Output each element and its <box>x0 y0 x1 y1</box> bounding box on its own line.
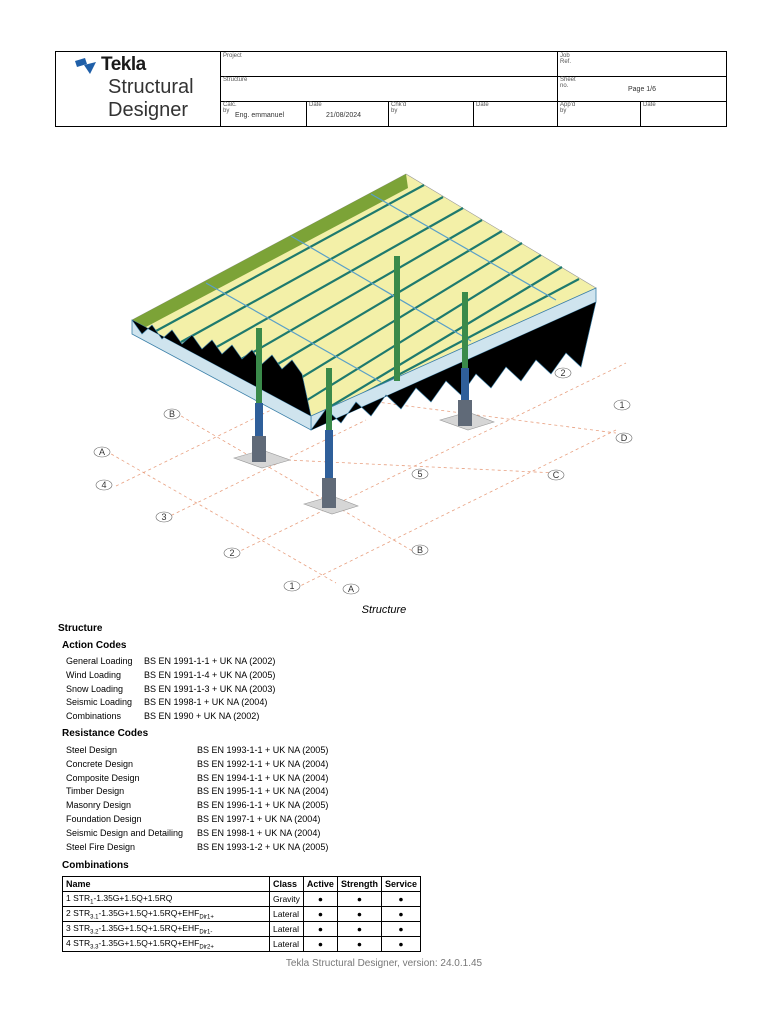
svg-text:5: 5 <box>417 469 423 479</box>
name-subscript: Dir1- <box>199 929 213 936</box>
cell-class: Gravity <box>270 892 304 907</box>
sheet-no-label: Sheet no. <box>560 77 576 89</box>
cell-class: Lateral <box>270 937 304 952</box>
logo-line-structural: Structural <box>108 76 194 98</box>
divider <box>388 101 389 126</box>
cell-active: ● <box>303 922 337 937</box>
cell-class: Lateral <box>270 922 304 937</box>
svg-text:2: 2 <box>229 548 235 558</box>
name-body: -1.35G+1.5Q+1.5RQ+EHF <box>98 922 200 933</box>
appd-by-label: App'd by <box>560 102 576 114</box>
job-ref-label: Job Ref. <box>560 53 572 65</box>
resistance-code-value: BS EN 1993-1-2 + UK NA (2005) <box>197 841 329 852</box>
logo <box>56 52 221 126</box>
date3-label: Date <box>643 102 656 108</box>
column-header: Active <box>303 877 337 892</box>
name-body: -1.35G+1.5Q+1.5RQ+EHF <box>98 937 200 948</box>
table-row <box>63 892 421 907</box>
resistance-code-value: BS EN 1994-1-1 + UK NA (2004) <box>197 772 329 783</box>
title-block <box>55 51 727 127</box>
name-prefix: 3 STR <box>66 922 91 933</box>
action-code-label: Combinations <box>66 711 122 722</box>
name-subscript: Dir1+ <box>199 914 214 921</box>
column-header: Class <box>270 877 304 892</box>
footer-version: Tekla Structural Designer, version: 24.0.1.45 <box>285 958 483 969</box>
svg-text:1: 1 <box>289 581 295 591</box>
table-row <box>63 907 421 922</box>
cell-service: ● <box>381 922 420 937</box>
resistance-code-label: Masonry Design <box>66 800 132 811</box>
structure-label: Structure <box>223 77 248 83</box>
action-code-value: BS EN 1990 + UK NA (2002) <box>144 711 260 722</box>
cell-strength: ● <box>337 922 381 937</box>
table-row <box>63 937 421 952</box>
combinations-table <box>62 876 421 952</box>
svg-text:D: D <box>620 433 628 443</box>
resistance-code-value: BS EN 1995-1-1 + UK NA (2004) <box>197 786 329 797</box>
resistance-code-value: BS EN 1997-1 + UK NA (2004) <box>197 814 321 824</box>
name-prefix: 1 STR <box>66 892 91 903</box>
divider <box>306 101 307 126</box>
resistance-code-label: Seismic Design and Detailing <box>66 827 184 838</box>
column-header: Service <box>381 877 420 892</box>
svg-text:1: 1 <box>619 400 625 410</box>
combination-name <box>63 892 270 907</box>
name-prefix: 2 STR <box>66 907 91 918</box>
action-code-label: Snow Loading <box>66 683 124 694</box>
cell-strength: ● <box>337 892 381 907</box>
svg-text:3: 3 <box>161 512 167 522</box>
svg-text:B: B <box>416 545 424 555</box>
name-subscript: 1 <box>90 899 94 906</box>
divider <box>473 101 474 126</box>
svg-text:A: A <box>98 447 106 457</box>
calc-by-label: Calc. by <box>223 102 237 114</box>
action-code-value: BS EN 1991-1-3 + UK NA (2003) <box>144 683 276 694</box>
cell-active: ● <box>303 907 337 922</box>
divider <box>557 52 558 126</box>
cell-service: ● <box>381 937 420 952</box>
cell-strength: ● <box>337 907 381 922</box>
divider <box>640 101 641 126</box>
column-header: Strength <box>337 877 381 892</box>
combination-name <box>63 907 270 922</box>
logo-line-designer: Designer <box>108 99 189 121</box>
date-value: 21/08/2024 <box>326 112 362 119</box>
resistance-code-label: Steel Fire Design <box>66 841 136 852</box>
svg-text:C: C <box>552 470 560 480</box>
resistance-code-value: BS EN 1998-1 + UK NA (2004) <box>197 827 321 838</box>
column-b2 <box>394 256 400 381</box>
svg-text:B: B <box>168 409 176 419</box>
name-subscript: 3.1 <box>90 914 99 921</box>
column-header: Name <box>63 877 270 892</box>
name-prefix: 4 STR <box>66 937 91 948</box>
drawing-caption: Structure <box>361 604 407 616</box>
resistance-code-value: BS EN 1993-1-1 + UK NA (2005) <box>197 745 329 755</box>
logo-brand: Tekla <box>101 54 146 75</box>
sheet-no-value: Page 1/6 <box>628 86 657 93</box>
table-header-row <box>63 877 421 892</box>
resistance-code-label: Steel Design <box>66 745 118 755</box>
footings <box>234 400 494 514</box>
name-body: -1.35G+1.5Q+1.5RQ <box>93 892 173 903</box>
cell-service: ● <box>381 907 420 922</box>
cell-active: ● <box>303 937 337 952</box>
resistance-code-label: Composite Design <box>66 772 140 783</box>
name-subscript: 3.3 <box>90 944 99 951</box>
cell-strength: ● <box>337 937 381 952</box>
cell-service: ● <box>381 892 420 907</box>
date2-label: Date <box>476 102 489 108</box>
combination-name <box>63 937 270 952</box>
resistance-code-value: BS EN 1996-1-1 + UK NA (2005) <box>197 800 329 811</box>
tekla-logo-icon <box>75 58 97 74</box>
name-subscript: 3.2 <box>90 929 99 936</box>
date-label: Date <box>309 102 322 108</box>
action-code-value: BS EN 1991-1-4 + UK NA (2005) <box>144 669 276 680</box>
resistance-code-label: Timber Design <box>66 786 125 797</box>
action-code-value: BS EN 1998-1 + UK NA (2004) <box>144 697 268 708</box>
svg-text:4: 4 <box>101 480 107 490</box>
action-code-label: General Loading <box>66 656 133 666</box>
structure-3d-view <box>86 168 646 603</box>
resistance-code-label: Foundation Design <box>66 814 142 824</box>
name-body: -1.35G+1.5Q+1.5RQ+EHF <box>98 907 200 918</box>
action-code-value: BS EN 1991-1-1 + UK NA (2002) <box>144 656 276 666</box>
cell-class: Lateral <box>270 907 304 922</box>
cell-active: ● <box>303 892 337 907</box>
divider <box>220 76 726 77</box>
table-row <box>63 922 421 937</box>
section-action-codes: Action Codes <box>62 640 127 651</box>
resistance-code-value: BS EN 1992-1-1 + UK NA (2004) <box>197 758 329 769</box>
section-resistance-codes: Resistance Codes <box>62 728 149 739</box>
resistance-code-label: Concrete Design <box>66 758 134 769</box>
name-subscript: Dir2+ <box>199 944 214 951</box>
section-structure: Structure <box>58 623 103 634</box>
project-label: Project <box>223 53 242 59</box>
combination-name <box>63 922 270 937</box>
calc-by-value: Eng. emmanuel <box>235 112 285 119</box>
chkd-by-label: Chk'd by <box>391 102 407 114</box>
action-code-label: Seismic Loading <box>66 697 133 708</box>
action-code-label: Wind Loading <box>66 669 122 680</box>
svg-text:A: A <box>347 584 355 594</box>
section-combinations: Combinations <box>62 860 129 871</box>
svg-text:2: 2 <box>560 368 566 378</box>
